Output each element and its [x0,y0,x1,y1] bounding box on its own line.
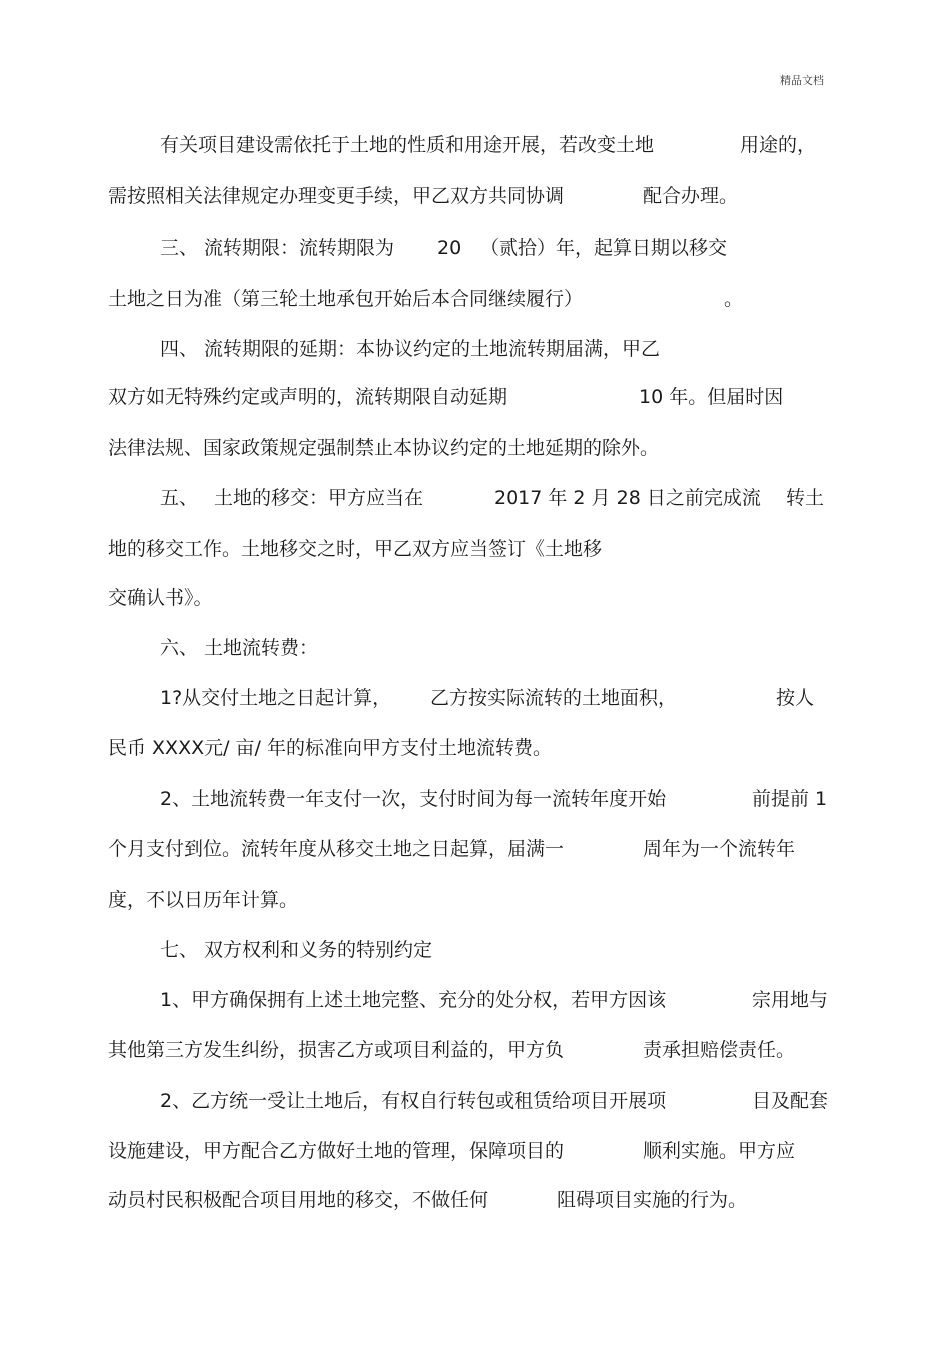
text-segment: 10 年。但届时因 [639,386,784,408]
text-segment: 四、 流转期限的延期：本协议约定的土地流转期届满，甲乙 [160,338,661,360]
text-segment: 法律法规、国家政策规定强制禁止本协议约定的土地延期的除外。 [108,437,660,459]
text-segment: 2017 年 2 月 28 日之前完成流 [494,487,761,509]
text-segment: 动员村民积极配合项目用地的移交，不做任何 [108,1189,489,1211]
text-segment: 双方如无特殊约定或声明的，流转期限自动延期 [108,386,508,408]
text-segment: 阻碍项目实施的行为。 [557,1189,748,1211]
text-segment: 2、土地流转费一年支付一次，支付时间为每一流转年度开始 [160,788,667,810]
text-segment: 责承担赔偿责任。 [643,1039,796,1061]
text-segment: 七、 双方权利和义务的特别约定 [160,939,433,961]
text-segment: 周年为一个流转年 [643,838,796,860]
text-segment: 设施建设，甲方配合乙方做好土地的管理，保障项目的 [108,1140,565,1162]
text-segment: 度，不以日历年计算。 [108,889,299,911]
text-segment: 前提前 1 [752,788,828,810]
text-segment: 1、甲方确保拥有上述土地完整、充分的处分权，若甲方因该 [160,989,667,1011]
text-segment: 转土 [786,487,825,509]
text-segment: 交确认书》。 [108,587,213,609]
text-segment: 三、 流转期限：流转期限为 [160,237,395,259]
text-segment: 2、乙方统一受让土地后，有权自行转包或租赁给项目开展项 [160,1090,667,1112]
text-segment: 土地之日为准（第三轮土地承包开始后本合同继续履行） [108,288,584,310]
text-segment: 地的移交工作。土地移交之时，甲乙双方应当签订《土地移 [108,538,603,560]
text-segment: 宗用地与 [752,989,829,1011]
text-segment: 有关项目建设需依托于土地的性质和用途开展，若改变土地 [160,134,655,156]
text-segment: 目及配套 [752,1090,829,1112]
text-segment: 需按照相关法律规定办理变更手续，甲乙双方共同协调 [108,185,565,207]
text-segment: 配合办理。 [643,185,739,207]
text-segment: 20 [437,237,462,259]
text-segment: （贰拾）年，起算日期以移交 [480,237,728,259]
text-segment: 用途的， [740,134,817,156]
text-segment: 五、 [160,487,199,509]
text-segment: 。 [724,288,744,310]
text-segment: 按人 [776,687,815,709]
text-segment: 乙方按实际流转的土地面积， [430,687,678,709]
text-segment: 其他第三方发生纠纷，损害乙方或项目利益的，甲方负 [108,1039,565,1061]
page-header-watermark: 精品文档 [780,74,824,87]
text-segment: 土地的移交：甲方应当在 [214,487,424,509]
text-segment: 六、 土地流转费： [160,637,319,659]
text-segment: 民币 XXXX元/ 亩/ 年的标准向甲方支付土地流转费。 [108,737,552,759]
text-segment: 顺利实施。甲方应 [643,1140,796,1162]
text-segment: 1?从交付土地之日起计算， [160,687,392,709]
text-segment: 个月支付到位。流转年度从移交土地之日起算，届满一 [108,838,565,860]
